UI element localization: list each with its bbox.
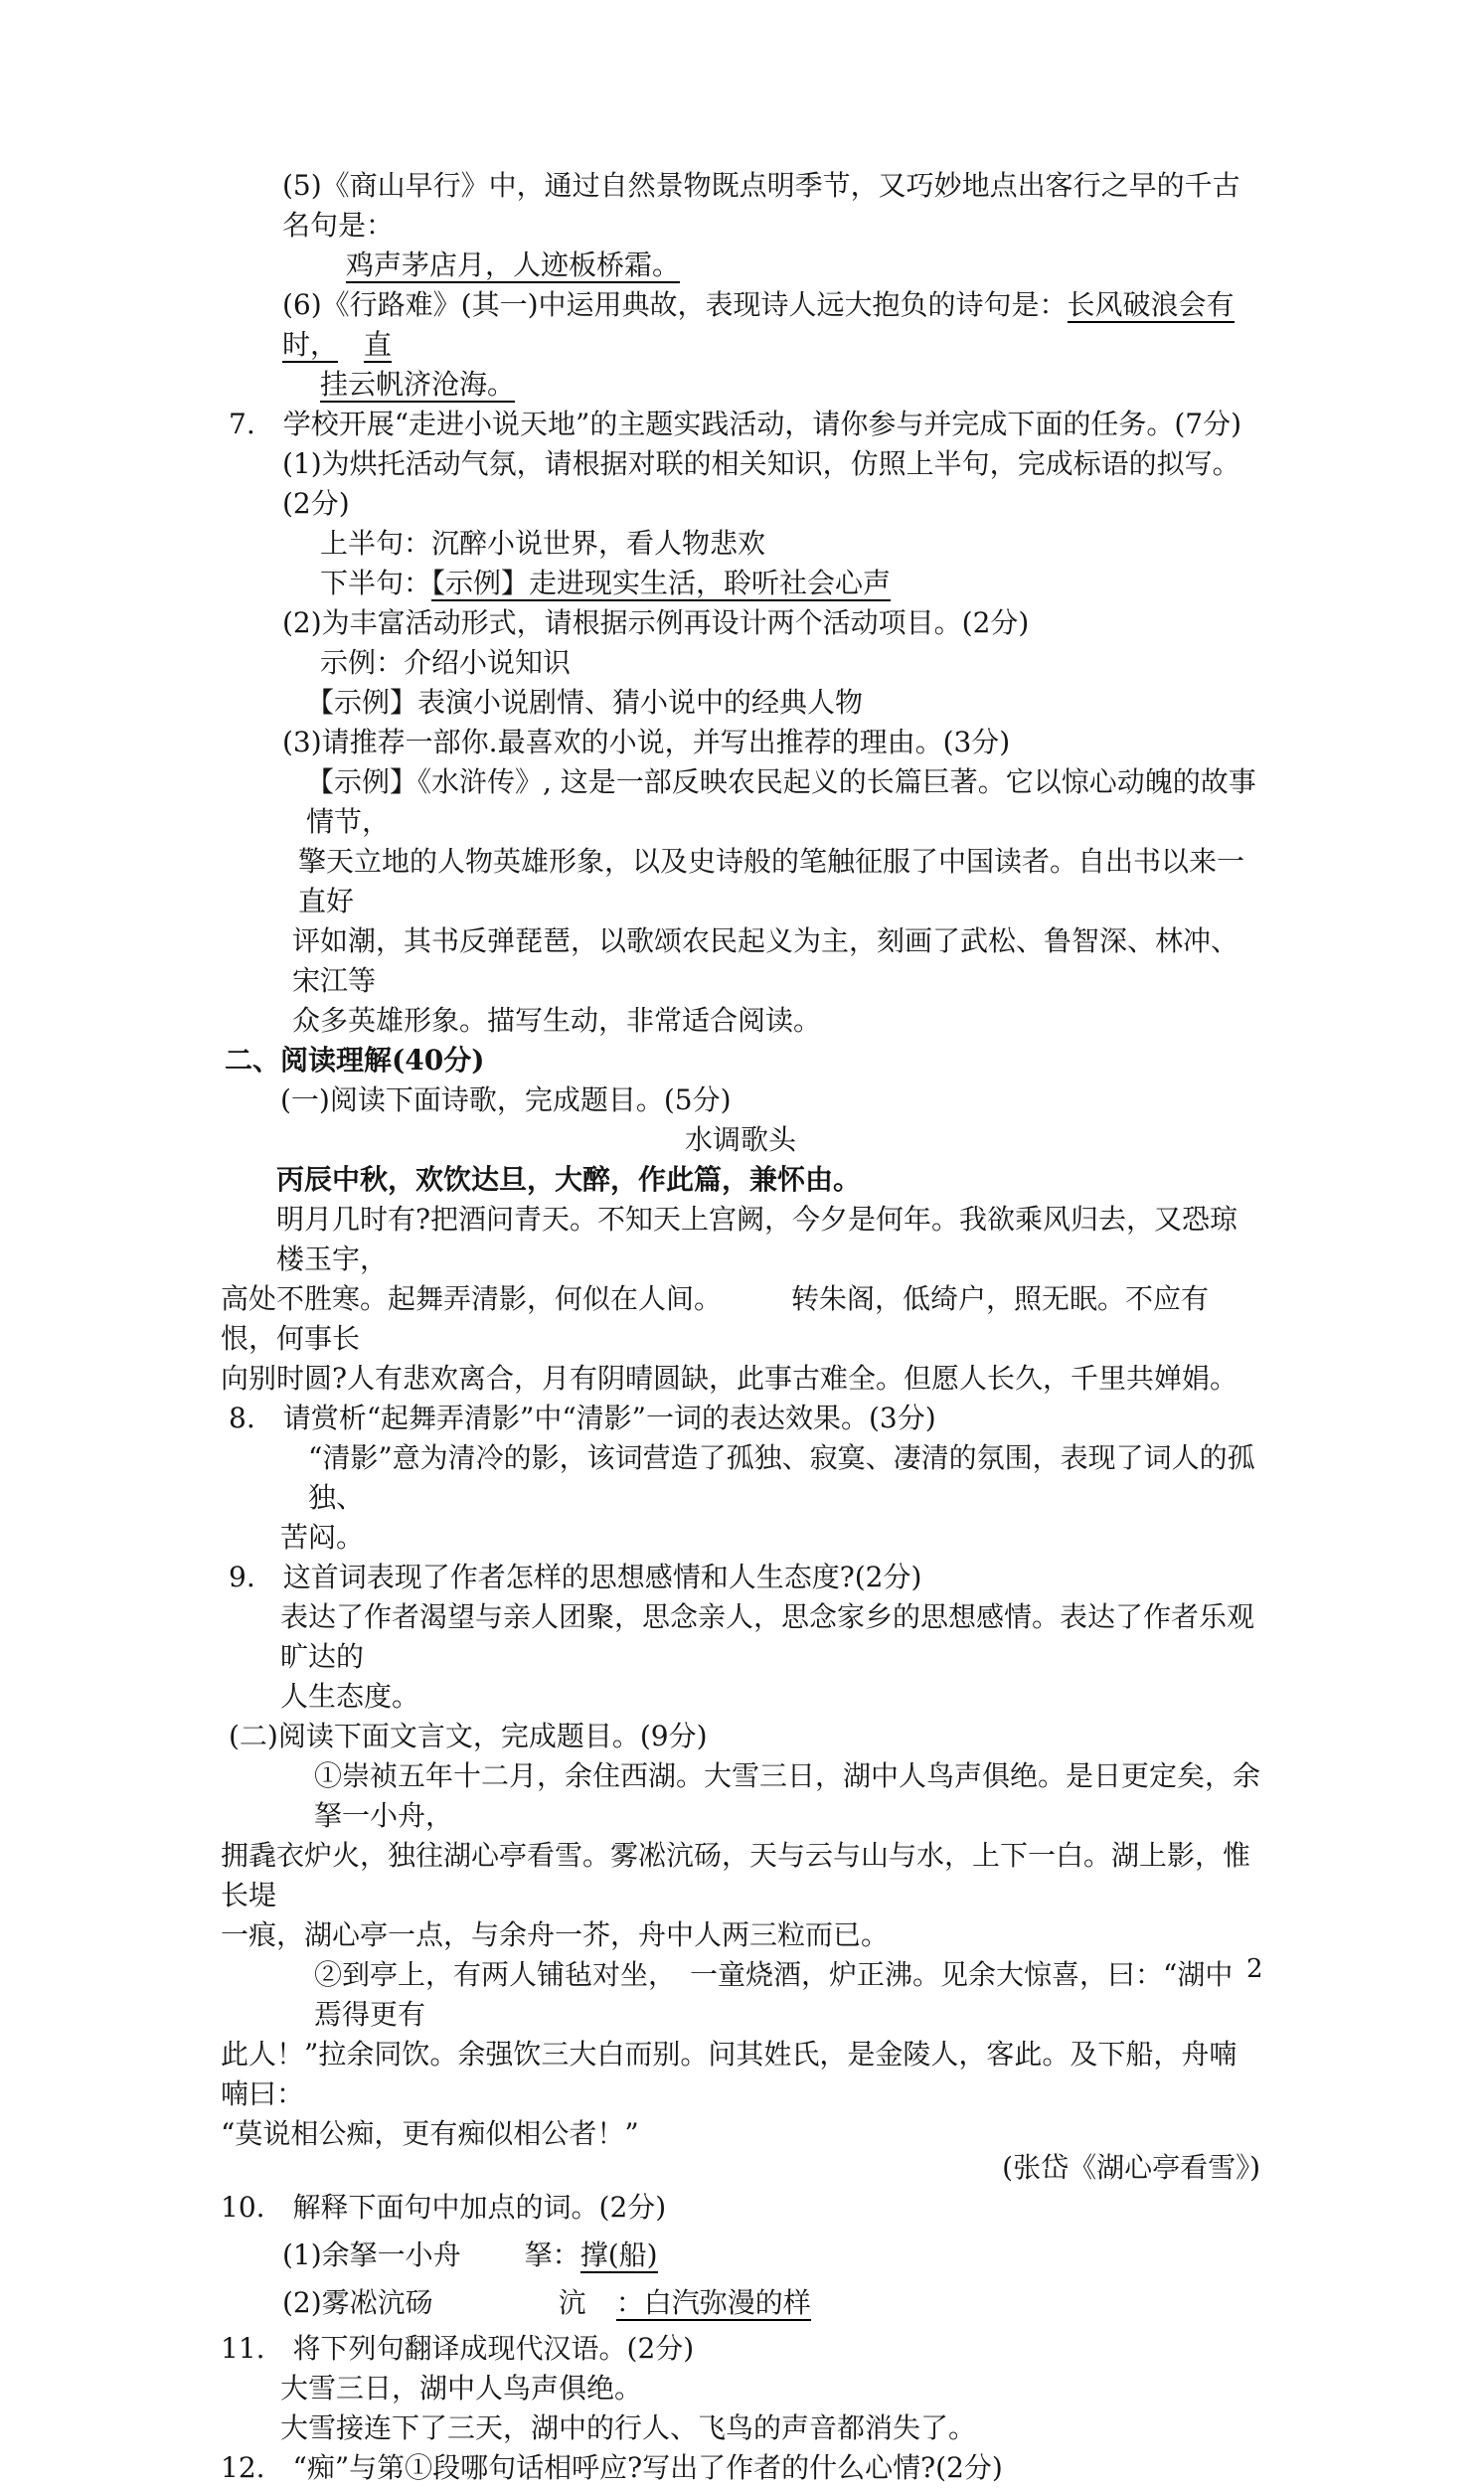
q7-sub3-answer-line-4 — [221, 1001, 1260, 1041]
passage-para2-2: 此人！”拉余同饮。余强饮三大白而别。问其姓氏，是金陵人，客此。及下船，舟喃喃曰： — [221, 2038, 1237, 2110]
q5-answer-line — [221, 246, 1260, 285]
q10-item1-answer: 撑(船) — [579, 2239, 658, 2271]
poem-preface: 丙辰中秋，欢饮达旦，大醉，作此篇，兼怀由。 — [276, 1163, 862, 1196]
q7-sub1-upper: 上半句：沉醉小说世界，看人物悲欢 — [320, 527, 766, 560]
exam-body — [221, 166, 1260, 2488]
passage-para2-3: “莫说相公痴，更有痴似相公者！” — [221, 2117, 639, 2150]
q8-stem-line — [221, 1399, 1260, 1438]
q10-item1-word: 拏： — [524, 2239, 580, 2271]
q7-sub1-stem-line — [221, 444, 1260, 524]
q6-answer-cont: 直 — [364, 328, 393, 361]
q8-answer-line-2 — [221, 1518, 1260, 1558]
passage-para1-line-2 — [221, 1836, 1260, 1915]
q6-answer-line2 — [221, 365, 1260, 405]
q12-stem-line — [221, 2448, 1260, 2488]
poem-title-line — [221, 1120, 1260, 1160]
q10-item2-phrase: (2)雾凇沆砀 — [282, 2286, 433, 2319]
q10-item1-line — [221, 2236, 1260, 2275]
q10-item2-word: 沆 — [558, 2286, 586, 2319]
q9-answer-line-2 — [221, 1677, 1260, 1717]
passage-source-line — [221, 2148, 1260, 2188]
q9-stem-line — [221, 1558, 1260, 1597]
part2-intro: (二)阅读下面文言文，完成题目。(9分) — [229, 1720, 708, 1752]
q5-prompt: (5)《商山早行》中，通过自然景物既点明季节，又巧妙地点出客行之早的千古名句是： — [282, 169, 1240, 242]
passage-source: (张岱《湖心亭看雪》) — [1002, 2151, 1260, 2184]
q11-answer-line — [221, 2408, 1260, 2448]
q8-answer-2: 苦闷。 — [280, 1521, 365, 1554]
passage-para1-3: 一痕，湖心亭一点，与余舟一芥，舟中人两三粒而已。 — [221, 1918, 890, 1951]
passage-para2-line-2 — [221, 2035, 1260, 2114]
q10-item2-line — [221, 2283, 1260, 2323]
poem-text-1: 明月几时有?把酒问青天。不知天上宫阙，今夕是何年。我欲乘风归去，又恐琼楼玉宇， — [276, 1203, 1238, 1275]
q6-answer-start: 长风破浪会有时， — [282, 288, 1235, 361]
passage-para2-line-1 — [221, 1955, 1260, 2035]
q5-answer: 鸡声茅店月，人迹板桥霜。 — [346, 249, 681, 281]
q6-prompt-line — [221, 285, 1260, 365]
page-number-text: 2 — [1246, 1954, 1263, 1984]
page-number — [1246, 1954, 1263, 1984]
q11-sentence: 大雪三日，湖中人鸟声俱绝。 — [280, 2372, 643, 2405]
q7-sub2-stem-line — [221, 603, 1260, 643]
q9-answer-line-1 — [221, 1597, 1260, 1677]
passage-para1-1: ①崇祯五年十二月，余住西湖。大雪三日，湖中人鸟声俱绝。是日更定矣，余拏一小舟， — [314, 1759, 1261, 1832]
section2-heading — [221, 1041, 1260, 1080]
q6-answer2: 挂云帆济沧海。 — [320, 368, 516, 401]
q11-stem-line — [221, 2329, 1260, 2369]
passage-para1-2: 拥毳衣炉火，独往湖心亭看雪。雾凇沆砀，天与云与山与水，上下一白。湖上影，惟长堤 — [221, 1839, 1251, 1911]
poem-text-3: 向别时圆?人有悲欢离合，月有阴晴圆缺，此事古难全。但愿人长久，千里共婵娟。 — [221, 1362, 1238, 1395]
part2-intro-line — [221, 1717, 1260, 1756]
q11-answer: 大雪接连下了三天，湖中的行人、飞鸟的声音都消失了。 — [280, 2411, 977, 2444]
q6-prompt: (6)《行路难》(其一)中运用典故，表现诗人远大抱负的诗句是： — [282, 288, 1068, 321]
q7-sub3-answer-1: 【示例】《水浒传》, 这是一部反映农民起义的长篇巨著。它以惊心动魄的故事情节， — [306, 765, 1256, 838]
passage-para1-line-3 — [221, 1915, 1260, 1955]
q7-sub3-answer-3: 评如潮，其书反弹琵琶，以歌颂农民起义为主，刻画了武松、鲁智深、林冲、宋江等 — [292, 924, 1239, 997]
q7-sub3-stem-line — [221, 723, 1260, 762]
q7-sub1-stem: (1)为烘托活动气氛，请根据对联的相关知识，仿照上半句，完成标语的拟写。(2分) — [282, 447, 1240, 520]
poem-line-3 — [221, 1359, 1260, 1399]
section2-heading-text: 二、阅读理解(40分) — [225, 1044, 485, 1077]
q7-sub1-lower-label: 下半句： — [320, 567, 432, 599]
q7-sub3-answer-line-2 — [221, 842, 1260, 921]
q7-sub1-lower-answer: 【示例】走进现实生活，聆听社会心声 — [431, 567, 892, 599]
q7-sub2-example-line — [221, 643, 1260, 683]
q8-answer-line-1 — [221, 1438, 1260, 1518]
q7-sub2-answer-line — [221, 683, 1260, 723]
q7-sub3-answer-2: 擎天立地的人物英雄形象，以及史诗般的笔触征服了中国读者。自出书以来一直好 — [298, 845, 1245, 917]
q9-answer-1: 表达了作者渴望与亲人团聚，思念亲人，思念家乡的思想感情。表达了作者乐观旷达的 — [280, 1600, 1255, 1673]
poem-line-2 — [221, 1279, 1260, 1359]
q8-answer-1: “清影”意为清冷的影，该词营造了孤独、寂寞、凄清的氛围，表现了词人的孤独、 — [308, 1441, 1255, 1514]
q7-sub2-stem: (2)为丰富活动形式，请根据示例再设计两个活动项目。(2分) — [282, 606, 1030, 639]
q10-item2-answer: ：白汽弥漫的样 — [615, 2286, 811, 2319]
part1-intro-line — [221, 1080, 1260, 1120]
passage-para2-1: ②到亭上，有两人铺毡对坐， 一童烧酒，炉正沸。见余大惊喜，曰：“湖中焉得更有 — [314, 1958, 1234, 2031]
q10-item1-phrase: (1)余拏一小舟 — [282, 2239, 461, 2271]
q7-stem-line — [221, 405, 1260, 444]
q11-stem: 11. 将下列句翻译成现代汉语。(2分) — [221, 2332, 695, 2365]
q12-stem: 12. “痴”与第①段哪句话相呼应?写出了作者的什么心情?(2分) — [221, 2451, 1003, 2484]
q7-sub1-upper-line — [221, 524, 1260, 564]
q7-sub3-answer-4: 众多英雄形象。描写生动，非常适合阅读。 — [292, 1004, 822, 1037]
q5-prompt-line — [221, 166, 1260, 246]
poem-text-2: 高处不胜寒。起舞弄清影，何似在人间。 转朱阁，低绮户，照无眠。不应有恨，何事长 — [221, 1282, 1210, 1355]
q7-sub1-lower-line — [221, 564, 1260, 603]
q9-stem: 9. 这首词表现了作者怎样的思想感情和人生态度?(2分) — [229, 1561, 922, 1593]
q10-stem-line — [221, 2188, 1260, 2228]
q10-stem: 10. 解释下面句中加点的词。(2分) — [221, 2191, 667, 2224]
poem-line-1 — [221, 1200, 1260, 1279]
q7-sub3-answer-line-3 — [221, 921, 1260, 1001]
q7-sub2-example: 示例：介绍小说知识 — [320, 646, 572, 679]
q7-stem: 7. 学校开展“走进小说天地”的主题实践活动，请你参与并完成下面的任务。(7分) — [229, 408, 1242, 440]
q8-stem: 8. 请赏析“起舞弄清影”中“清影”一词的表达效果。(3分) — [229, 1402, 936, 1434]
part1-intro: (一)阅读下面诗歌，完成题目。(5分) — [280, 1083, 732, 1116]
q7-sub2-answer: 【示例】表演小说剧情、猜小说中的经典人物 — [306, 686, 864, 719]
poem-title: 水调歌头 — [684, 1123, 796, 1156]
q11-sentence-line — [221, 2369, 1260, 2408]
q9-answer-2: 人生态度。 — [280, 1680, 420, 1713]
poem-preface-line — [221, 1160, 1260, 1200]
q7-sub3-answer-line-1 — [221, 762, 1260, 842]
passage-para1-line-1 — [221, 1756, 1260, 1836]
q7-sub3-stem: (3)请推荐一部你.最喜欢的小说，并写出推荐的理由。(3分) — [282, 726, 1011, 758]
